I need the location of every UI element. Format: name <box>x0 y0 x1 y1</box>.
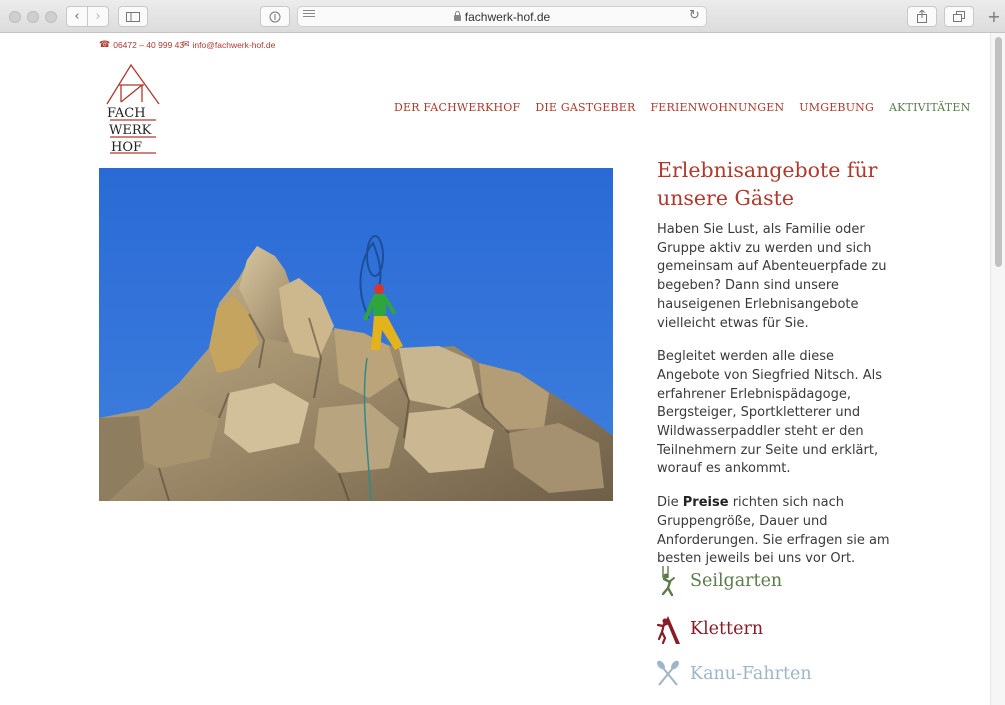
mail-icon: ✉ <box>182 39 190 49</box>
plus-icon: + <box>987 7 1001 26</box>
intro-paragraph-1: Haben Sie Lust, als Familie oder Gruppe aktiv zu werden und sich gemeinsam auf Abenteuerpfade zu begeben? Dann sind unsere hauseigenen Erlebnisangebote vielleicht etwas für Sie. <box>657 222 887 331</box>
new-tab-button[interactable] <box>984 6 1004 27</box>
fachwerk-logo-graphic <box>104 64 162 156</box>
tabs-overview-button[interactable] <box>944 6 974 27</box>
prices-text-post: richten sich nach Gruppengröße, Dauer und Anforderungen. Sie erfragen sie am besten jeweils bei uns vor Ort. <box>657 495 890 567</box>
page-scrollbar[interactable] <box>990 33 1005 705</box>
zoom-window-button[interactable] <box>45 11 57 23</box>
forward-button[interactable] <box>87 6 109 27</box>
activity-label-klettern: Klettern <box>690 619 764 639</box>
activity-label-seilgarten: Seilgarten <box>690 571 783 591</box>
browser-toolbar <box>0 0 1005 33</box>
intro-text-column <box>657 156 892 584</box>
site-logo[interactable] <box>104 64 162 156</box>
ropes-course-icon <box>656 566 680 596</box>
minimize-window-button[interactable] <box>27 11 39 23</box>
page-headline: Erlebnisangebote für unsere Gäste <box>657 158 878 210</box>
address-bar[interactable] <box>297 6 707 27</box>
intro-paragraph-3 <box>657 494 892 569</box>
tabs-icon <box>953 11 965 22</box>
contact-phone[interactable] <box>99 39 184 50</box>
lock-icon <box>454 15 461 21</box>
email-address: info@fachwerk-hof.de <box>192 39 276 50</box>
phone-number: 06472 – 40 999 43 <box>113 39 185 50</box>
close-window-button[interactable] <box>9 11 21 23</box>
chevron-right-icon: › <box>95 9 101 24</box>
chevron-left-icon: ‹ <box>74 9 80 24</box>
climbing-icon <box>656 614 680 644</box>
url-text: fachwerk-hof.de <box>464 9 551 24</box>
canoe-paddles-icon <box>656 659 680 689</box>
activity-label-kanu: Kanu-Fahrten <box>690 664 812 684</box>
activity-link-kanu[interactable] <box>656 659 812 689</box>
sidebar-toggle-button[interactable] <box>118 6 148 27</box>
climbing-scene-illustration <box>99 168 613 501</box>
logo-line-hof: HOF <box>111 140 143 155</box>
nav-item-umgebung[interactable]: UMGEBUNG <box>799 101 874 114</box>
prices-text-bold: Preise <box>682 495 729 511</box>
nav-item-aktivitaeten[interactable]: AKTIVITÄTEN <box>889 101 971 114</box>
shield-icon <box>269 11 281 23</box>
share-button[interactable] <box>907 6 937 27</box>
reload-icon[interactable]: ↻ <box>689 8 700 23</box>
logo-line-werk: WERK <box>109 123 152 138</box>
nav-item-ferienwohnungen[interactable]: FERIENWOHNUNGEN <box>650 101 785 114</box>
share-icon <box>917 10 927 23</box>
privacy-report-button[interactable] <box>260 6 290 27</box>
phone-icon: ☎ <box>99 39 111 49</box>
nav-item-fachwerkhof[interactable]: DER FACHWERKHOF <box>394 101 521 114</box>
contact-email[interactable] <box>182 39 275 50</box>
logo-line-fach: FACH <box>107 106 146 121</box>
climber-on-rock-photo <box>99 168 613 501</box>
main-navigation <box>394 101 970 114</box>
back-button[interactable] <box>66 6 88 27</box>
reader-mode-icon[interactable] <box>303 10 315 21</box>
nav-item-gastgeber[interactable]: DIE GASTGEBER <box>535 101 636 114</box>
prices-text-pre: Die <box>657 495 679 511</box>
activity-link-seilgarten[interactable] <box>656 566 782 596</box>
scrollbar-thumb[interactable] <box>995 37 1002 267</box>
intro-paragraph-2: Begleitet werden alle diese Angebote von Siegfried Nitsch. Als erfahrener Erlebnispädagoge, Bergsteiger, Sportkletterer und Wildwasserpaddler steht er den Teilnehmern zur Seite und erklärt, worauf es ankommt. <box>657 349 882 477</box>
activity-link-klettern[interactable] <box>656 614 763 644</box>
sidebar-icon <box>126 12 140 22</box>
